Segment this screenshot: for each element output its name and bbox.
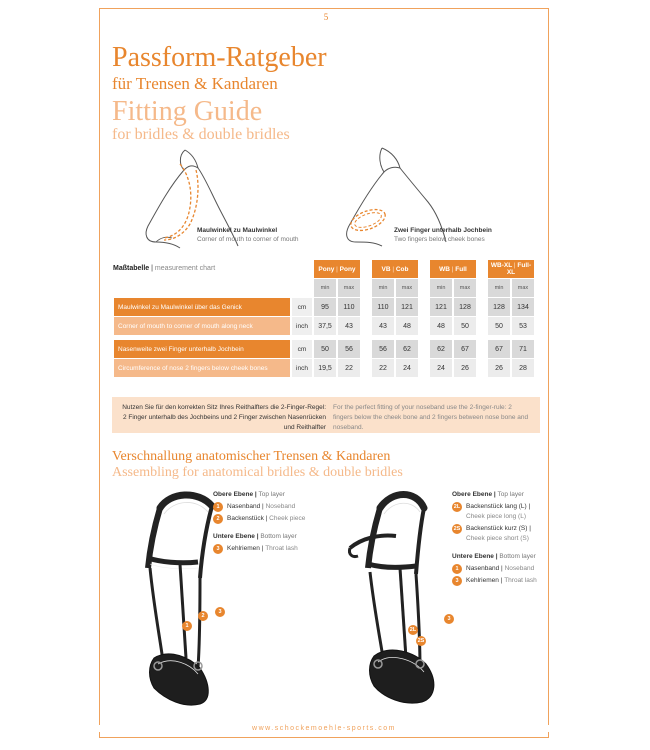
value-cell: 67 [488,340,510,358]
bridle-right-illustration [340,488,450,713]
value-cell: 71 [512,340,534,358]
marker-2l: 2L [409,627,417,633]
legend-right-bottom-header: Untere Ebene | Bottom layer [452,553,536,560]
legend-item: 1 Nasenband | Noseband [452,564,537,574]
chart-label-en: measurement chart [154,265,216,272]
horse-right-caption [394,226,492,244]
row-label-de: Nasenweite zwei Finger unterhalb Jochbein [114,340,290,358]
value-cell: 26 [454,359,476,377]
value-cell: 50 [488,317,510,335]
horse-left-caption-de: Maulwinkel zu Maulwinkel [197,227,278,234]
value-cell: 62 [396,340,418,358]
horse-right-caption-de: Zwei Finger unterhalb Jochbein [394,227,492,234]
value-cell: 22 [372,359,394,377]
measurement-chart [112,259,536,378]
size-header-pony: Pony | Pony [314,260,360,278]
legend-item: 2L Backenstück lang (L) | [453,503,531,510]
measurement-chart-label: Maßtabelle | measurement chart [113,265,216,272]
value-cell: 19,5 [314,359,336,377]
value-cell: 26 [488,359,510,377]
title-en: Fitting Guide [112,96,263,127]
legend-item: 3 Kehlriemen | Throat lash [452,576,537,586]
section2-title-en: Assembling for anatomical bridles & double bridles [112,465,403,480]
minmax-row [114,279,534,297]
subtitle-en: for bridles & double bridles [112,126,290,143]
legend-right-top-header: Obere Ebene | Top layer [452,491,524,498]
unit-cm: cm [292,340,312,358]
value-cell: 128 [454,298,476,316]
legend-item: 1 Nasenband | Noseband [213,502,305,512]
value-cell: 24 [430,359,452,377]
value-cell: 56 [338,340,360,358]
marker-2: 2 [198,611,208,621]
value-cell: 43 [372,317,394,335]
unit-cm: cm [292,298,312,316]
value-cell: 50 [454,317,476,335]
note-en: For the perfect fitting of your noseband use the 2-finger-rule: 2 fingers below the cheek bone and 2 fingers between nose bone and noseband. [333,404,529,431]
value-cell: 110 [372,298,394,316]
value-cell: 128 [488,298,510,316]
value-cell: 121 [396,298,418,316]
footer-url[interactable]: www.schockemoehle-sports.com [99,725,549,732]
value-cell: 56 [372,340,394,358]
value-cell: 62 [430,340,452,358]
unit-inch: inch [292,317,312,335]
horse-left-caption [197,226,299,244]
value-cell: 43 [338,317,360,335]
subheader-min: min [372,279,394,297]
size-header-wbxl: WB-XL | Full-XL [488,260,534,278]
table-row [114,317,534,335]
value-cell: 110 [338,298,360,316]
size-header-wb: WB | Full [430,260,476,278]
row-label-en: Corner of mouth to corner of mouth along neck [114,317,290,335]
value-cell: 48 [430,317,452,335]
table-row [114,359,534,377]
section2-title-de: Verschnallung anatomischer Trensen & Kandaren [112,449,391,464]
legend-item: 3 Kehlriemen | Throat lash [213,544,305,554]
value-cell: 28 [512,359,534,377]
marker-3: 3 [444,614,454,624]
subtitle-de: für Trensen & Kandaren [112,74,278,93]
note-de: Nutzen Sie für den korrekten Sitz Ihres Reithalfters die 2-Finger-Regel: 2 Finger unterhalb des Jochbeins und 2 Finger zwischen Nasenrücken und Reithalfter [122,404,326,431]
value-cell: 53 [512,317,534,335]
legend-right [452,490,537,586]
value-cell: 121 [430,298,452,316]
unit-inch: inch [292,359,312,377]
horse-right-caption-en: Two fingers below cheek bones [394,236,485,243]
row-label-de: Maulwinkel zu Maulwinkel über das Genick [114,298,290,316]
marker-2s: 2S [417,638,425,644]
legend-left [213,490,305,554]
marker-1: 1 [182,621,192,631]
subheader-min: min [488,279,510,297]
value-cell: 50 [314,340,336,358]
value-cell: 37,5 [314,317,336,335]
size-header-vb: VB | Cob [372,260,418,278]
legend-left-top-header: Obere Ebene | Top layer [213,491,285,498]
legend-item-en: Cheek piece long (L) [466,513,526,520]
value-cell: 48 [396,317,418,335]
subheader-max: max [338,279,360,297]
table-row [114,340,534,358]
table-row [114,298,534,316]
subheader-min: min [314,279,336,297]
legend-item-en: Cheek piece short (S) [466,535,529,542]
value-cell: 67 [454,340,476,358]
legend-left-bottom-header: Untere Ebene | Bottom layer [213,533,297,540]
subheader-max: max [396,279,418,297]
value-cell: 95 [314,298,336,316]
page-number: 5 [323,12,329,22]
value-cell: 22 [338,359,360,377]
marker-3: 3 [215,607,225,617]
value-cell: 134 [512,298,534,316]
subheader-max: max [454,279,476,297]
subheader-min: min [430,279,452,297]
legend-item: 2S Backenstück kurz (S) | [453,525,531,532]
value-cell: 24 [396,359,418,377]
title-de: Passform-Ratgeber [112,42,327,73]
chart-label-de: Maßtabelle [113,265,150,272]
subheader-max: max [512,279,534,297]
horse-left-caption-en: Corner of mouth to corner of mouth [197,236,299,243]
legend-item: 2 Backenstück | Cheek piece [213,514,305,524]
row-label-en: Circumference of nose 2 fingers below cheek bones [114,359,290,377]
